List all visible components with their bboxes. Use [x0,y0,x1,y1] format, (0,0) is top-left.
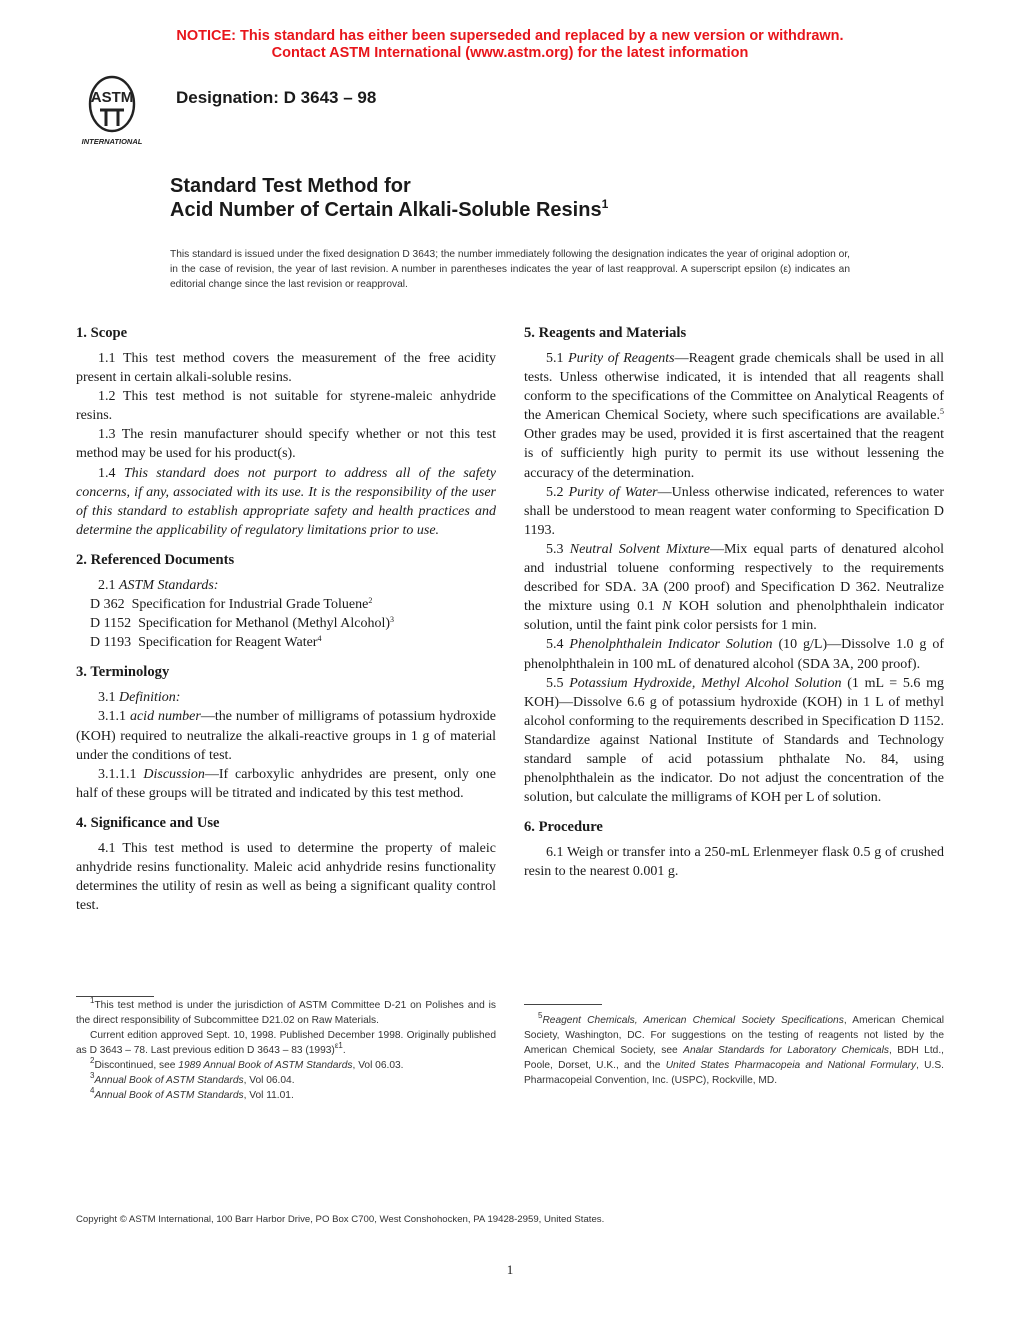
section-heading-scope: 1. Scope [76,325,128,341]
footnote-rule-right [524,1004,602,1005]
paragraph-5-2: 5.2 Purity of Water—Unless otherwise indicated, references to water shall be understood to mean reagent water conforming to Specification D 1193. [524,484,944,538]
page-number: 1 [506,1262,514,1277]
section-heading-terminology: 3. Terminology [76,664,170,681]
paragraph-5-5: 5.5 Potassium Hydroxide, Methyl Alcohol Solution (1 mL = 5.6 mg KOH)—Dissolve 6.6 g of potassium hydroxide (KOH) in 1 L of methyl alcohol conforming to the requirements described in Specification D 1152. Standardize against National Institute of Standards and Technology standard sample of acid potassium phthalate No. 84, using phenolphthalein as the indicator. Do not adjust the concentration of the solution, but calculate the milligrams of KOH per L of solution. [524,675,945,806]
reference-d1193: D 1193 Specification for Reagent Water$^4$ [90,634,322,651]
paragraph-1-2: 1.2 This test method is not suitable for styrene-maleic anhydride resins. [76,389,496,424]
paragraph-3-1-1-1: 3.1.1.1 Discussion—If carboxylic anhydrides are present, only one half of these groups will be titrated and indicated by this test method. [76,766,496,801]
intro-paragraph: This standard is issued under the fixed designation D 3643; the number immediately following the designation indicates the year of original adoption or, in the case of revision, the year of last revision. A number in parentheses indicates the year of last reapproval. A superscript epsilon (ε) indicates an editorial change since the last revision or reapproval. [170,249,850,290]
paragraph-6-1: 6.1 Weigh or transfer into a 250-mL Erlenmeyer flask 0.5 g of crushed resin to the nearest 0.001 g. [524,845,944,880]
section-heading-procedure: 6. Procedure [524,819,603,836]
paragraph-1-3: 1.3 The resin manufacturer should specify whether or not this test method may be used for his product(s). [76,427,496,462]
left-column [76,323,496,915]
footnote-2: $^2$Discontinued, see 1989 Annual Book of ASTM Standards, Vol 06.03. [90,1056,404,1071]
footnote-5: $^5$Reagent Chemicals, American Chemical Society Specifications, American Chemical Society, Washington, DC. For suggestions on the testing of reagents not listed by the American Chemical Society, see Analar Standards for Laboratory Chemicals, BDH Ltd., Poole, Dorset, U.K., and the United States Pharmacopeia and National Formulary, U.S. Pharmacopeial Convention, Inc. (USPC), Rockville, MD. [524,1011,944,1086]
paragraph-3-1-1: 3.1.1 acid number—the number of milligrams of potassium hydroxide (KOH) required to neutralize the alkali-reactive groups in 1 g of material under the conditions of test. [76,709,496,763]
footnote-1: $^1$This test method is under the jurisdiction of ASTM Committee D-21 on Polishes and is the direct responsibility of Subcommittee D21.02 on Raw Materials. [76,996,496,1026]
section-heading-significance: 4. Significance and Use [76,814,220,831]
footnotes-right [524,1013,944,1088]
paragraph-4-1: 4.1 This test method is used to determine the property of maleic anhydride resins functionality. Maleic acid anhydride resins functionality determines the utility of resin as well as being a significant quality control test. [76,840,496,914]
footnote-rule-left [76,996,154,997]
astm-logo-icon [64,72,160,148]
paragraph-5-4: 5.4 Phenolphthalein Indicator Solution (10 g/L)—Dissolve 1.0 g of phenolphthalein in 100 mL of denatured alcohol (SDA 3A, 200 proof). [524,637,944,672]
footnote-1-continued: Current edition approved Sept. 10, 1998. Published December 1998. Originally published as D 3643 – 78. Last previous edition D 3643 – 83 $(1993)^{\varepsilon 1}$. [76,1030,496,1056]
paragraph-3-1: 3.1 Definition: [98,690,181,706]
paragraph-5-3: 5.3 Neutral Solvent Mixture—Mix equal parts of denatured alcohol and industrial toluene conforming respectively to the requirements described for SDA. 3A (200 proof) and Specification D 362. Neutralize the mixture using 0.1 N KOH solution and phenolphthalein indicator solution, until the faint pink color persists for 1 min. [524,541,945,634]
right-column [524,323,944,881]
paragraph-1-4: 1.4 This standard does not purport to address all of the safety concerns, if any, associated with its use. It is the responsibility of the user of this standard to establish appropriate safety and health practices and determine the applicability of regulatory limitations prior to use. [76,465,496,538]
title-line-1: Standard Test Method for [170,175,411,197]
footnotes-left [76,998,496,1103]
paragraph-2-1: 2.1 ASTM Standards: [98,577,219,593]
section-heading-reagents: 5. Reagents and Materials [524,325,687,341]
designation: Designation: D 3643 – 98 [176,88,377,107]
notice-line-2: Contact ASTM International (www.astm.org) for the latest information [271,45,749,61]
paragraph-5-1: 5.1 Purity of Reagents—Reagent grade chemicals shall be used in all tests. Unless otherwise indicated, it is intended that all reagents shall conform to the specifications of the Committee on Analytical Reagents of the American Chemical Society, where such specifications are available.$^5$ Other grades may be used, provided it is first ascertained that the reagent is of sufficiently high purity to permit its use without lessening the accuracy of the determination. [524,351,945,481]
footnote-3: $^3$Annual Book of ASTM Standards, Vol 06.04. [90,1071,295,1086]
notice-line-1: NOTICE: This standard has either been superseded and replaced by a new version or withdrawn. [176,28,844,44]
paragraph-1-1: 1.1 This test method covers the measurement of the free acidity present in certain alkali-soluble resins. [76,351,496,386]
reference-d1152: D 1152 Specification for Methanol (Methyl Alcohol)$^3$ [90,615,395,632]
footnote-4: $^4$Annual Book of ASTM Standards, Vol 11.01. [90,1086,294,1101]
title-line-2: Acid Number of Certain Alkali-Soluble Resins$^1$ [170,197,609,221]
reference-d362: D 362 Specification for Industrial Grade Toluene$^2$ [90,596,373,613]
title-footnote-mark: 1 [601,197,609,211]
section-heading-referenced-documents: 2. Referenced Documents [76,551,235,568]
svg-text:INTERNATIONAL: INTERNATIONAL [81,137,143,146]
svg-text:ASTM: ASTM [90,89,134,106]
copyright-line: Copyright © ASTM International, 100 Barr Harbor Drive, PO Box C700, West Conshohocken, PA 19428-2959, United States. [76,1214,605,1225]
